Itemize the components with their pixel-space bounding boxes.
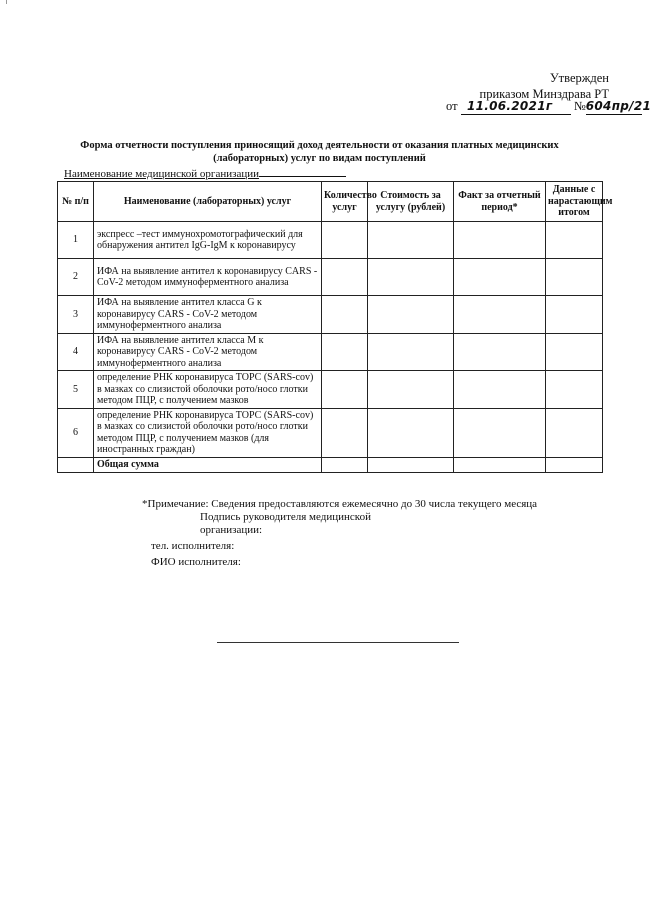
- header-cost: Стоимость за услугу (рублей): [368, 182, 454, 222]
- total-quantity-cell: [322, 457, 368, 472]
- row-cost-cell: [368, 296, 454, 334]
- handwritten-date-field: [461, 99, 571, 115]
- total-cost-cell: [368, 457, 454, 472]
- note-fio: ФИО исполнителя:: [151, 556, 241, 568]
- row-service-name: ИФА на выявление антител класса M к коронавирусу CARS - CoV-2 методом иммуноферментного анализа: [94, 333, 322, 371]
- total-num-cell: [58, 457, 94, 472]
- row-fact-cell: [454, 333, 546, 371]
- form-title: [40, 139, 599, 165]
- row-service-name: определение РНК коронавируса ТОРС (SARS-cov) в мазках со слизистой оболочки рото/носо глотки методом ПЦР, с получением мазков (для иностранных граждан): [94, 408, 322, 457]
- note-podpis-line-2: организации:: [200, 524, 263, 536]
- row-quantity-cell: [322, 259, 368, 296]
- approval-line-2: приказом Минздрава РТ: [479, 87, 609, 101]
- row-quantity-cell: [322, 408, 368, 457]
- table-row: [58, 333, 603, 371]
- total-row: [58, 457, 603, 472]
- row-service-name: экспресс –тест иммунохромотографический для обнаружения антител IgG-IgM к коронавирусу: [94, 222, 322, 259]
- header-row: [58, 182, 603, 222]
- row-quantity-cell: [322, 222, 368, 259]
- row-cumulative-cell: [546, 296, 603, 334]
- row-quantity-cell: [322, 333, 368, 371]
- row-cost-cell: [368, 371, 454, 409]
- report-table: [57, 181, 613, 473]
- row-num: 3: [58, 296, 94, 334]
- header-quantity: Количество услуг: [322, 182, 368, 222]
- table-row: [58, 259, 603, 296]
- org-name-label: Наименование медицинской организации: [64, 168, 259, 180]
- handwritten-number: 604пр/21: [585, 99, 651, 113]
- header-service-name: Наименование (лабораторных) услуг: [94, 182, 322, 222]
- row-service-name: определение РНК коронавируса ТОРС (SARS-cov) в мазках со слизистой оболочки рото/носо глотки методом ПЦР, с получением мазков: [94, 371, 322, 409]
- org-name-blank: [259, 166, 346, 177]
- note-podpis-line-1: Подпись руководителя медицинской: [200, 511, 371, 523]
- row-cost-cell: [368, 222, 454, 259]
- row-cost-cell: [368, 408, 454, 457]
- table-row: [58, 408, 603, 457]
- form-title-line-2: (лабораторных) услуг по видам поступлений: [213, 153, 426, 164]
- table-row: [58, 296, 603, 334]
- row-service-name: ИФА на выявление антител класса G к коронавирусу CARS - CoV-2 методом иммуноферментного анализа: [94, 296, 322, 334]
- org-name-line: [64, 166, 346, 180]
- note-tel: тел. исполнителя:: [151, 540, 235, 552]
- total-label: Общая сумма: [94, 457, 322, 472]
- ot-label: от: [446, 99, 458, 113]
- row-service-name: ИФА на выявление антител к коронавирусу CARS - CoV-2 методом иммуноферментного анализа: [94, 259, 322, 296]
- row-num: 1: [58, 222, 94, 259]
- header-fact: Факт за отчетный период*: [454, 182, 546, 222]
- header-num: № п/п: [58, 182, 94, 222]
- signature-line: [217, 642, 459, 643]
- row-fact-cell: [454, 408, 546, 457]
- total-cumulative-cell: [546, 457, 603, 472]
- row-fact-cell: [454, 259, 546, 296]
- approval-line-1: Утвержден: [549, 71, 609, 85]
- row-cumulative-cell: [546, 371, 603, 409]
- row-cost-cell: [368, 333, 454, 371]
- row-cost-cell: [368, 259, 454, 296]
- row-num: 5: [58, 371, 94, 409]
- scan-corner-mark: [6, 0, 11, 4]
- row-num: 2: [58, 259, 94, 296]
- row-fact-cell: [454, 222, 546, 259]
- approval-date-number-line: [446, 99, 651, 115]
- row-quantity-cell: [322, 296, 368, 334]
- handwritten-date: 11.06.2021г: [466, 99, 553, 113]
- row-cumulative-cell: [546, 259, 603, 296]
- approval-block: [480, 70, 610, 102]
- row-num: 4: [58, 333, 94, 371]
- note-primechanie: *Примечание: Сведения предоставляются ежемесячно до 30 числа текущего месяца: [142, 498, 538, 510]
- row-cumulative-cell: [546, 333, 603, 371]
- handwritten-number-field: [585, 99, 651, 115]
- total-fact-cell: [454, 457, 546, 472]
- row-quantity-cell: [322, 371, 368, 409]
- number-label: №: [573, 99, 586, 113]
- table-row: [58, 222, 603, 259]
- row-fact-cell: [454, 371, 546, 409]
- form-title-line-1: Форма отчетности поступления приносящий доход деятельности от оказания платных медицинских: [80, 140, 559, 151]
- table-row: [58, 371, 603, 409]
- row-cumulative-cell: [546, 408, 603, 457]
- header-cumulative: Данные с нарастающим итогом: [546, 182, 603, 222]
- row-cumulative-cell: [546, 222, 603, 259]
- row-num: 6: [58, 408, 94, 457]
- row-fact-cell: [454, 296, 546, 334]
